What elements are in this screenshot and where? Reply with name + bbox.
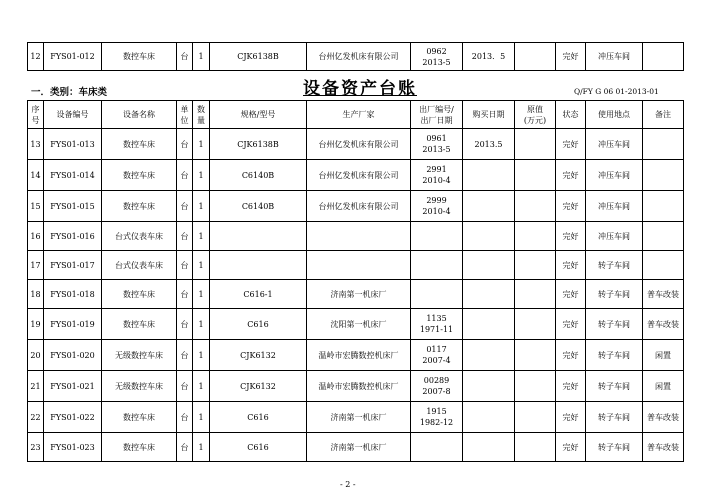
cell-note: 闲置 <box>643 340 684 371</box>
header-status: 状态 <box>556 101 586 129</box>
cell-note: 普车改装 <box>643 280 684 309</box>
cell-purchase <box>463 251 515 280</box>
table-row <box>28 340 684 371</box>
header-price: 原值 (万元) <box>515 101 556 129</box>
cell-code: FYS01-021 <box>44 371 102 402</box>
cell-status: 完好 <box>556 129 586 160</box>
cell-purchase <box>463 309 515 340</box>
cell-code: FYS01-012 <box>44 43 102 71</box>
header-maker: 生产厂家 <box>307 101 411 129</box>
cell-date: 2010-4 <box>422 176 451 185</box>
cell-serial: 0117 <box>426 345 447 354</box>
cell-serial: 1915 <box>426 407 447 416</box>
cell-serial-date <box>411 191 463 222</box>
cell-serial-date <box>411 340 463 371</box>
cell-location: 冲压车间 <box>586 160 643 191</box>
equipment-ledger-table <box>27 100 684 462</box>
cell-unit: 台 <box>177 402 193 433</box>
cell-status: 完好 <box>556 309 586 340</box>
table-row <box>28 371 684 402</box>
cell-model: CJK6138B <box>210 43 307 71</box>
table-row <box>28 309 684 340</box>
cell-location: 转子车间 <box>586 309 643 340</box>
cell-name: 数控车床 <box>102 43 177 71</box>
cell-price <box>515 309 556 340</box>
top-carryover-table <box>27 42 684 71</box>
cell-maker: 温岭市宏腾数控机床厂 <box>307 340 411 371</box>
cell-unit: 台 <box>177 129 193 160</box>
cell-qty: 1 <box>193 309 210 340</box>
cell-code: FYS01-022 <box>44 402 102 433</box>
header-unit: 单 位 <box>177 101 193 129</box>
cell-serial-date <box>411 222 463 251</box>
cell-serial: 1135 <box>426 314 447 323</box>
cell-maker: 台州亿发机床有限公司 <box>307 43 411 71</box>
cell-maker: 沈阳第一机床厂 <box>307 309 411 340</box>
cell-code: FYS01-023 <box>44 433 102 462</box>
cell-serial: 2991 <box>426 165 447 174</box>
cell-maker: 济南第一机床厂 <box>307 402 411 433</box>
cell-no: 12 <box>28 43 44 71</box>
cell-no: 14 <box>28 160 44 191</box>
cell-note <box>643 191 684 222</box>
cell-name: 数控车床 <box>102 402 177 433</box>
cell-location: 转子车间 <box>586 402 643 433</box>
cell-no: 18 <box>28 280 44 309</box>
cell-serial: 0962 <box>426 46 447 56</box>
cell-status: 完好 <box>556 251 586 280</box>
header-code: 设备编号 <box>44 101 102 129</box>
cell-code: FYS01-019 <box>44 309 102 340</box>
cell-price <box>515 129 556 160</box>
cell-serial-date <box>411 160 463 191</box>
table-row <box>28 129 684 160</box>
cell-code: FYS01-018 <box>44 280 102 309</box>
cell-status: 完好 <box>556 371 586 402</box>
cell-name: 台式仪表车床 <box>102 251 177 280</box>
cell-no: 15 <box>28 191 44 222</box>
cell-unit: 台 <box>177 371 193 402</box>
cell-name: 数控车床 <box>102 129 177 160</box>
cell-name: 数控车床 <box>102 433 177 462</box>
cell-qty: 1 <box>193 280 210 309</box>
table-row <box>28 433 684 462</box>
cell-price <box>515 191 556 222</box>
cell-qty: 1 <box>193 160 210 191</box>
cell-price <box>515 251 556 280</box>
cell-qty: 1 <box>193 402 210 433</box>
cell-qty: 1 <box>193 191 210 222</box>
cell-unit: 台 <box>177 160 193 191</box>
cell-maker: 台州亿发机床有限公司 <box>307 129 411 160</box>
cell-note <box>643 160 684 191</box>
cell-price <box>515 160 556 191</box>
cell-status: 完好 <box>556 280 586 309</box>
cell-unit: 台 <box>177 280 193 309</box>
cell-status: 完好 <box>556 160 586 191</box>
cell-model: C616 <box>210 402 307 433</box>
cell-date: 2007-8 <box>422 387 451 396</box>
document-code: Q/FY G 06 01-2013-01 <box>574 87 659 96</box>
cell-note <box>643 129 684 160</box>
cell-serial-date <box>411 129 463 160</box>
cell-code: FYS01-013 <box>44 129 102 160</box>
cell-serial-date <box>411 402 463 433</box>
cell-serial-date <box>411 251 463 280</box>
cell-purchase <box>463 280 515 309</box>
cell-no: 20 <box>28 340 44 371</box>
cell-note <box>643 43 684 71</box>
cell-code: FYS01-015 <box>44 191 102 222</box>
cell-no: 21 <box>28 371 44 402</box>
cell-purchase <box>463 402 515 433</box>
cell-purchase <box>463 340 515 371</box>
header-model: 规格/型号 <box>210 101 307 129</box>
cell-location: 转子车间 <box>586 340 643 371</box>
table-row <box>28 222 684 251</box>
cell-name: 数控车床 <box>102 191 177 222</box>
cell-date: 2013-5 <box>422 145 451 154</box>
table-row <box>28 191 684 222</box>
cell-status: 完好 <box>556 43 586 71</box>
cell-no: 23 <box>28 433 44 462</box>
cell-unit: 台 <box>177 433 193 462</box>
cell-code: FYS01-016 <box>44 222 102 251</box>
cell-maker: 济南第一机床厂 <box>307 433 411 462</box>
category-label: 一．类别：车床类 <box>31 87 108 98</box>
cell-note <box>643 222 684 251</box>
cell-qty: 1 <box>193 371 210 402</box>
header-no: 序 号 <box>28 101 44 129</box>
header-qty: 数 量 <box>193 101 210 129</box>
cell-status: 完好 <box>556 191 586 222</box>
cell-model: C6140B <box>210 191 307 222</box>
cell-price <box>515 340 556 371</box>
cell-qty: 1 <box>193 251 210 280</box>
cell-location: 冲压车间 <box>586 222 643 251</box>
header-serial-date: 出厂编号/ 出厂日期 <box>411 101 463 129</box>
cell-date: 1982-12 <box>419 418 454 427</box>
cell-unit: 台 <box>177 43 193 71</box>
page-title: 设备资产台账 <box>303 79 417 99</box>
cell-purchase <box>463 371 515 402</box>
cell-location: 转子车间 <box>586 371 643 402</box>
ledger-body <box>28 129 684 462</box>
cell-maker: 台州亿发机床有限公司 <box>307 191 411 222</box>
cell-name: 无级数控车床 <box>102 340 177 371</box>
cell-name: 数控车床 <box>102 280 177 309</box>
table-header-row <box>28 101 684 129</box>
cell-note <box>643 251 684 280</box>
cell-price <box>515 402 556 433</box>
cell-purchase <box>463 433 515 462</box>
cell-model: C616-1 <box>210 280 307 309</box>
cell-purchase <box>463 222 515 251</box>
cell-name: 数控车床 <box>102 160 177 191</box>
cell-note: 普车改装 <box>643 309 684 340</box>
cell-location: 转子车间 <box>586 251 643 280</box>
cell-maker <box>307 222 411 251</box>
cell-maker: 济南第一机床厂 <box>307 280 411 309</box>
cell-name: 台式仪表车床 <box>102 222 177 251</box>
cell-no: 22 <box>28 402 44 433</box>
cell-qty: 1 <box>193 222 210 251</box>
cell-serial-date <box>411 280 463 309</box>
cell-price <box>515 371 556 402</box>
cell-location: 冲压车间 <box>586 191 643 222</box>
cell-unit: 台 <box>177 251 193 280</box>
cell-qty: 1 <box>193 43 210 71</box>
cell-note: 普车改装 <box>643 433 684 462</box>
cell-name: 无级数控车床 <box>102 371 177 402</box>
cell-maker <box>307 251 411 280</box>
cell-maker: 温岭市宏腾数控机床厂 <box>307 371 411 402</box>
cell-date: 2007-4 <box>422 356 451 365</box>
cell-unit: 台 <box>177 309 193 340</box>
table-row <box>28 402 684 433</box>
cell-price <box>515 222 556 251</box>
cell-purchase: 2013.5 <box>463 129 515 160</box>
cell-price <box>515 43 556 71</box>
table-row <box>28 251 684 280</box>
cell-no: 19 <box>28 309 44 340</box>
cell-unit: 台 <box>177 191 193 222</box>
cell-location: 转子车间 <box>586 433 643 462</box>
cell-no: 17 <box>28 251 44 280</box>
cell-model: CJK6138B <box>210 129 307 160</box>
cell-status: 完好 <box>556 340 586 371</box>
cell-serial-date <box>411 43 463 71</box>
header-name: 设备名称 <box>102 101 177 129</box>
cell-unit: 台 <box>177 340 193 371</box>
cell-location: 冲压车间 <box>586 43 643 71</box>
cell-date: 2010-4 <box>422 207 451 216</box>
cell-model: C616 <box>210 433 307 462</box>
cell-note: 普车改装 <box>643 402 684 433</box>
cell-status: 完好 <box>556 402 586 433</box>
cell-model <box>210 222 307 251</box>
cell-location: 冲压车间 <box>586 129 643 160</box>
cell-purchase: 2013．5 <box>463 43 515 71</box>
header-purchase: 购买日期 <box>463 101 515 129</box>
cell-no: 16 <box>28 222 44 251</box>
cell-name: 数控车床 <box>102 309 177 340</box>
cell-qty: 1 <box>193 340 210 371</box>
cell-qty: 1 <box>193 129 210 160</box>
cell-note: 闲置 <box>643 371 684 402</box>
cell-model: CJK6132 <box>210 340 307 371</box>
cell-model <box>210 251 307 280</box>
cell-serial: 00289 <box>423 376 450 385</box>
cell-serial: 0961 <box>426 134 447 143</box>
cell-no: 13 <box>28 129 44 160</box>
table-row <box>28 160 684 191</box>
cell-model: CJK6132 <box>210 371 307 402</box>
page-number: - 2 - <box>340 480 356 489</box>
cell-code: FYS01-020 <box>44 340 102 371</box>
cell-code: FYS01-014 <box>44 160 102 191</box>
cell-qty: 1 <box>193 433 210 462</box>
cell-model: C6140B <box>210 160 307 191</box>
cell-purchase <box>463 160 515 191</box>
table-row <box>28 43 684 71</box>
cell-serial: 2999 <box>426 196 447 205</box>
cell-price <box>515 280 556 309</box>
table-row <box>28 280 684 309</box>
cell-date: 1971-11 <box>419 325 454 334</box>
cell-price <box>515 433 556 462</box>
cell-serial-date <box>411 371 463 402</box>
header-note: 备注 <box>643 101 684 129</box>
cell-serial-date <box>411 309 463 340</box>
cell-status: 完好 <box>556 433 586 462</box>
cell-unit: 台 <box>177 222 193 251</box>
cell-purchase <box>463 191 515 222</box>
cell-maker: 台州亿发机床有限公司 <box>307 160 411 191</box>
header-location: 使用地点 <box>586 101 643 129</box>
cell-serial-date <box>411 433 463 462</box>
cell-date: 2013-5 <box>422 57 451 67</box>
cell-model: C616 <box>210 309 307 340</box>
cell-location: 转子车间 <box>586 280 643 309</box>
cell-status: 完好 <box>556 222 586 251</box>
cell-code: FYS01-017 <box>44 251 102 280</box>
